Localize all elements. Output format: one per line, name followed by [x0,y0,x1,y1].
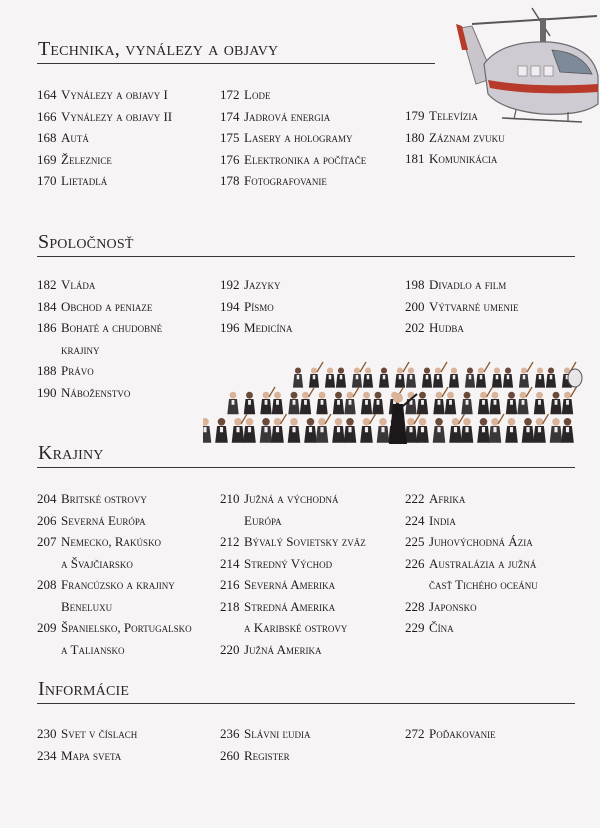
page-number: 230 [37,726,57,741]
page-number: 218 [220,598,240,614]
page-number: 214 [220,555,240,571]
musician-figure [316,414,331,443]
page-number: 179 [405,108,425,123]
toc-entry [220,723,310,745]
toc-entry [37,723,137,745]
toc-entry [220,149,366,171]
toc-entry [405,596,538,618]
musician-figure [505,418,518,443]
entry-title: Právo [61,363,94,378]
entry-title: Svet v číslach [61,726,138,741]
musician-figure [489,414,504,443]
page-number: 200 [405,298,425,314]
entry-title: Obchod a peniaze [61,298,153,314]
musician-figure [271,414,286,443]
toc-entry [220,127,366,149]
entry-title: Fotografovanie [244,173,327,188]
col-countries-3 [405,488,538,639]
col-information-2 [220,723,310,766]
entry-title: Južná a východná [244,491,339,506]
musician-figure [360,414,375,443]
toc-entry [405,723,496,745]
entry-title: Francúzsko a krajiny [61,577,175,592]
entry-title: Španielsko, Portugalsko [61,620,192,635]
section-rule [37,256,575,257]
musician-figure [517,387,532,414]
musician-figure [272,392,283,414]
entry-title: Hudba [429,320,464,335]
musician-figure [361,392,372,414]
page-number: 216 [220,577,240,592]
musician-figure [227,392,238,414]
page-number: 175 [220,130,240,145]
entry-title: Autá [61,130,89,145]
page-number: 164 [37,87,57,102]
musician-figure [535,368,545,388]
col-society-3 [405,274,518,339]
musician-figure [316,392,327,414]
entry-title: Jazyky [244,277,281,292]
page-number: 222 [405,491,425,506]
page-number: 234 [37,747,57,763]
entry-title: Televízia [429,108,478,123]
musician-figure [416,418,429,443]
musician-figure [422,368,432,388]
entry-title: Vláda [61,277,96,292]
musician-figure [260,418,273,443]
toc-entry [37,106,172,128]
toc-entry [37,84,172,106]
entry-title: Lode [244,87,271,102]
entry-title: Juhovýchodná Ázia [429,534,533,549]
musician-figure [461,392,472,414]
entry-title: Lasery a hologramy [244,130,353,145]
entry-title: Britské ostrovy [61,491,147,506]
page-number: 176 [220,151,240,167]
musician-figure [433,418,446,443]
page-number: 180 [405,129,425,145]
entry-title: Európa [244,512,282,528]
musician-figure [489,392,500,414]
page-number: 236 [220,726,240,741]
toc-entry [37,745,137,767]
toc-entry [405,274,518,296]
toc-entry [37,382,162,404]
toc-entry [220,170,366,192]
page-number: 204 [37,491,57,506]
page-number: 190 [37,384,57,400]
toc-entry [220,745,310,767]
toc-entry [37,317,162,360]
musician-figure [288,418,301,443]
page-number: 225 [405,534,425,549]
toc-entry [405,296,518,318]
toc-entry [405,317,518,339]
toc-entry [405,617,538,639]
section-title: Krajiny [38,442,104,464]
page-number: 207 [37,534,57,549]
page-number: 206 [37,512,57,528]
musician-figure [344,418,357,443]
musician-figure [203,418,211,443]
musician-figure [465,368,475,388]
toc-entry [220,553,366,575]
section-rule [37,63,435,64]
page-number: 202 [405,320,425,335]
page-number: 260 [220,747,240,763]
musician-figure [244,392,255,414]
section-rule [37,467,575,468]
toc-entry [220,596,366,639]
page-number: 212 [220,534,240,549]
helicopter-illustration [432,6,600,124]
entry-title: Mapa sveta [61,747,122,763]
toc-entry [220,317,293,339]
toc-entry [220,531,366,553]
entry-title: a Švajčiarsko [61,555,133,571]
musician-figure [417,392,428,414]
musician-figure [332,418,345,443]
musician-figure [433,362,447,388]
section-title: Spoločnosť [38,231,134,253]
entry-title: Vynálezy a objavy I [61,87,168,102]
page-number: 168 [37,130,57,145]
toc-entry [220,488,366,531]
entry-title: Železnice [61,151,112,167]
col-technology-2 [220,84,366,192]
section-rule [37,703,575,704]
page-number: 181 [405,151,425,166]
entry-title: Lietadlá [61,173,108,188]
entry-title: Elektronika a počítače [244,151,367,167]
toc-entry [37,360,162,382]
musician-figure [243,418,256,443]
col-countries-1 [37,488,192,660]
entry-title: Poďakovanie [429,726,496,741]
musician-figure [546,368,556,388]
page-number: 192 [220,277,240,292]
musician-figure [363,368,373,388]
musician-figure [309,362,323,388]
page-number: 198 [405,277,425,292]
toc-entry [220,574,366,596]
entry-title: Bohaté a chudobné [61,320,163,335]
musician-figure [406,368,416,388]
entry-title: a Taliansko [61,641,125,657]
musician-figure [293,368,303,388]
entry-title: Čína [429,620,454,635]
toc-entry [37,149,172,171]
section-title: Informácie [38,678,130,700]
page-number: 210 [220,491,240,506]
toc-entry [405,127,505,149]
page-number: 226 [405,555,425,571]
toc-entry [220,84,366,106]
page-number: 178 [220,173,240,188]
entry-title: Južná Amerika [244,641,322,657]
page-number: 272 [405,726,425,741]
musician-figure [325,368,335,388]
col-technology-1 [37,84,172,192]
toc-entry [37,617,192,660]
entry-title: Japonsko [429,598,477,614]
musician-figure [449,368,459,388]
musician-figure [561,418,574,443]
entry-title: Stredný Východ [244,555,333,571]
entry-title: Register [244,747,290,763]
musician-figure [304,418,317,443]
section-society [37,231,575,257]
toc-entry [405,148,505,170]
col-information-1 [37,723,137,766]
entry-title: Výtvarné umenie [429,298,519,314]
musician-figure [550,418,563,443]
toc-entry [220,296,293,318]
toc-entry [37,510,192,532]
page-number: 220 [220,641,240,657]
musician-figure [300,387,315,414]
entry-title: Slávni ľudia [244,726,311,741]
page-number: 169 [37,151,57,167]
musician-figure [519,362,533,388]
musician-figure [344,387,359,414]
page-number: 228 [405,598,425,614]
entry-title: Afrika [429,491,466,506]
page-number: 194 [220,298,240,314]
musician-figure [445,392,456,414]
entry-title: Medicína [244,320,293,335]
musician-figure [506,392,517,414]
entry-title: Bývalý Sovietsky zväz [244,534,366,549]
entry-title: Záznam zvuku [429,129,505,145]
toc-entry [220,106,366,128]
entry-title: Beneluxu [61,598,113,614]
musician-figure [333,392,344,414]
entry-title: India [429,512,456,528]
page-number: 182 [37,277,57,292]
page-number: 186 [37,320,57,335]
toc-entry [37,488,192,510]
toc-entry [220,639,366,661]
section-information [37,678,575,704]
entry-title: Nemecko, Rakúsko [61,534,162,549]
entry-title: Divadlo a film [429,277,507,292]
entry-title: Severná Amerika [244,577,336,592]
musician-figure [534,392,545,414]
page-number: 229 [405,620,425,635]
toc-entry [405,510,538,532]
drum-figure [568,369,582,387]
musician-figure [379,368,389,388]
col-countries-2 [220,488,366,660]
musician-figure [477,418,490,443]
col-information-3 [405,723,496,745]
entry-title: časť Tichého oceánu [429,577,538,592]
page-number: 209 [37,620,57,635]
musician-figure [562,387,577,414]
page-number: 174 [220,108,240,124]
musician-figure [503,368,513,388]
toc-entry [37,127,172,149]
toc-entry [37,274,162,296]
col-society-1 [37,274,162,403]
toc-entry [405,488,538,510]
toc-entry [405,531,538,553]
musician-figure [288,392,299,414]
page-number: 224 [405,512,425,528]
page-number: 208 [37,577,57,592]
col-society-2 [220,274,293,339]
musician-figure [215,418,228,443]
toc-entry [405,553,538,596]
entry-title: Komunikácia [429,151,498,166]
toc-entry [37,296,162,318]
entry-title: Náboženstvo [61,384,131,400]
page-number: 188 [37,363,57,378]
musician-figure [522,418,535,443]
musician-figure [476,362,490,388]
entry-title: Písmo [244,298,274,314]
toc-entry [37,170,172,192]
toc-entry [37,531,192,574]
entry-title: Vynálezy a objavy II [61,108,173,124]
musician-figure [372,392,383,414]
entry-title: Stredná Amerika [244,598,336,614]
section-title: Technika, vynálezy a objavy [38,38,279,60]
musician-figure [336,368,346,388]
toc-entry [220,274,293,296]
entry-title: Severná Európa [61,512,146,528]
orchestra-illustration [203,344,583,450]
entry-title: Jadrová energia [244,108,331,124]
musician-figure [492,368,502,388]
toc-entry [37,574,192,617]
entry-title: krajiny [61,341,100,357]
musician-figure [377,418,390,443]
entry-title: Australázia a južná [429,555,537,571]
musician-figure [461,418,474,443]
page-number: 196 [220,320,240,335]
page-number: 184 [37,298,57,314]
entry-title: a Karibské ostrovy [244,620,348,635]
musician-figure [550,392,561,414]
page-number: 166 [37,108,57,124]
musician-figure [533,414,548,443]
page-number: 170 [37,173,57,188]
page-number: 172 [220,87,240,102]
